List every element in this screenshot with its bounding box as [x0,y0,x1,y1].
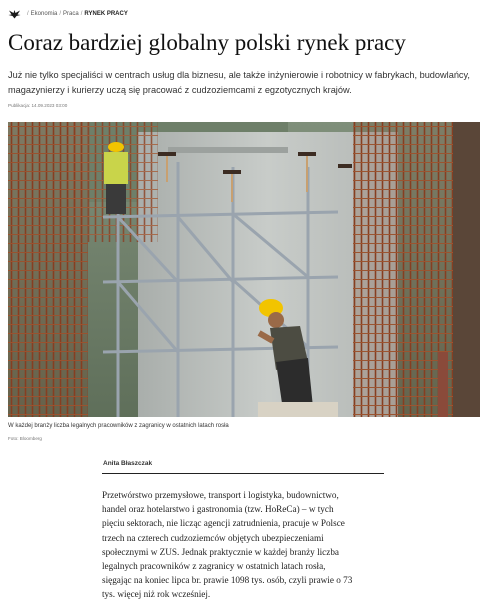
breadcrumb-item-praca[interactable]: Praca [63,11,79,17]
author-divider [102,473,384,474]
body-line: Przetwórstwo przemysłowe, transport i logistyka, budownictwo, [102,490,339,500]
photo-caption: W każdej branży liczba legalnych pracowników z zagranicy w ostatnich latach rosła [8,423,229,429]
worker-top [104,142,128,214]
author-name[interactable]: Anita Błaszczak [103,460,153,467]
body-line: społecznymi w ZUS. Jednak praktycznie w każdej branży liczba [102,546,339,557]
breadcrumb-separator: / [80,11,83,17]
article-title: Coraz bardziej globalny polski rynek pracy [8,30,406,55]
photo-credit: Foto: Bloomberg [8,436,42,441]
breadcrumb-current[interactable]: RYNEK PRACY [84,11,128,17]
eagle-logo-icon[interactable] [8,9,21,19]
breadcrumb-separator: / [27,11,29,17]
breadcrumb-separator: / [59,11,62,17]
article-lead: Już nie tylko specjaliści w centrach usług dla biznesu, ale także inżynierowie i robotnicy w fabrykach, budowlańcy, magazynierzy i kurierzy uczą się pracować z cudzoziemcami z egzotycznych krajów. [8,70,470,95]
body-line: trzech na czterech cudzoziemców objętych ubezpieczeniami [102,532,324,543]
construction-photo [8,122,480,417]
body-line: handel oraz hotelarstwo i gastronomia (tzw. HoReCa) – w tych [102,504,334,515]
article-body [102,488,392,602]
body-line: legalnych pracowników z zagranicy w ostatnich latach rosła, [102,561,326,572]
article-photo [8,122,480,417]
breadcrumb-item-ekonomia[interactable]: Ekonomia [30,11,58,17]
publication-date: Publikacja: 14.09.2023 03:00 [8,103,68,108]
body-line: tys. więcej niż rok wcześniej. [102,589,211,600]
breadcrumb [8,8,128,20]
body-line: pięciu sektorach, nie licząc agencji zatrudnienia, pracuje w Polsce [102,518,345,529]
body-line: sięgając na koniec lipca br. prawie 1098 tys. osób, czyli prawie o 73 [102,575,353,586]
